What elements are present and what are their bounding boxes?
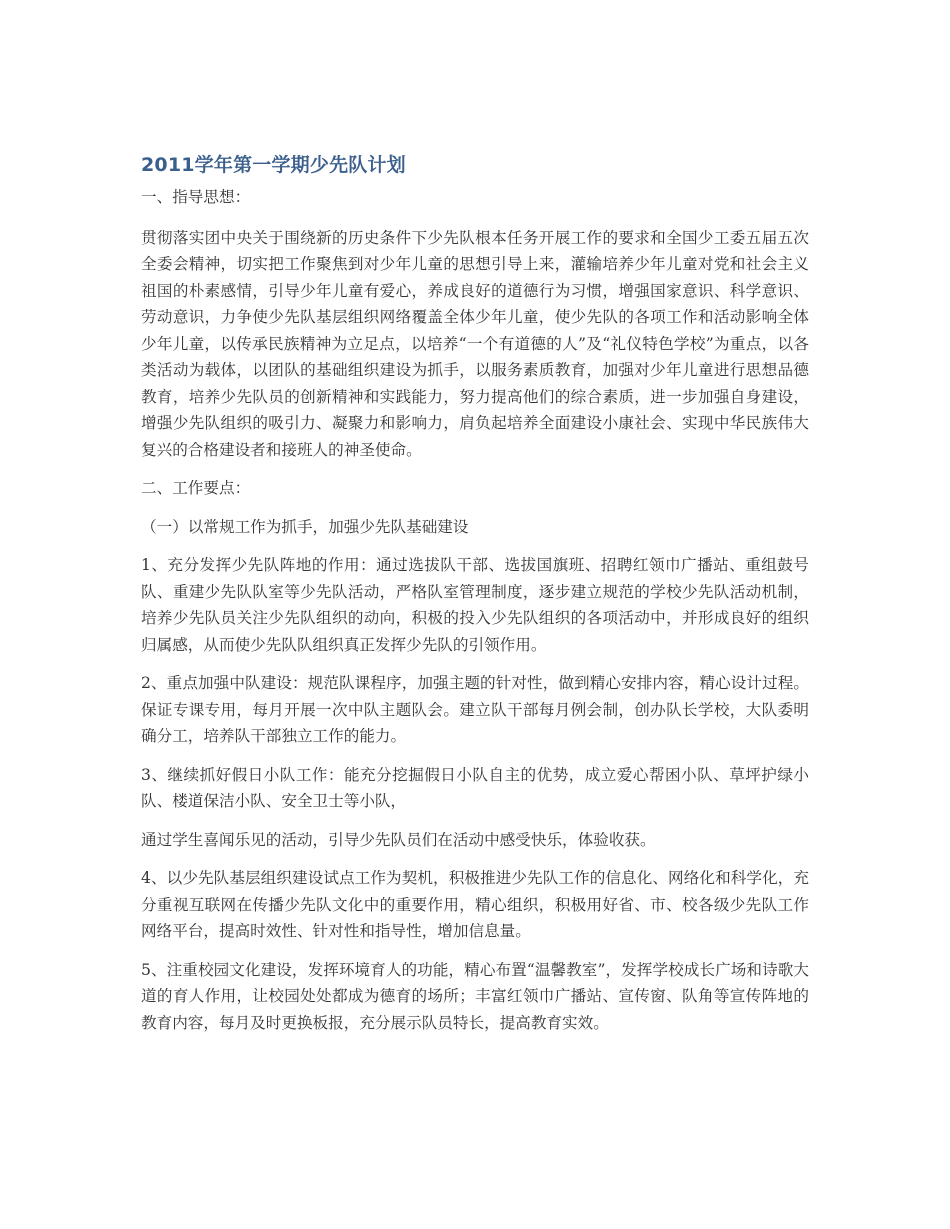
work-item-3-continued: 通过学生喜闻乐见的活动，引导少先队员们在活动中感受快乐，体验收获。 xyxy=(141,830,656,849)
work-item-1: 1、充分发挥少先队阵地的作用：通过选拔队干部、选拔国旗班、招聘红领巾广播站、重组鼓号队、重建少先队队室等少先队活动，严格队室管理制度，逐步建立规范的学校少先队活动机制，培养少先队员关注少先队组织的动向，积极的投入少先队组织的各项活动中，并形成良好的组织归属感，从而使少先队队组织真正发挥少先队的引领作用。 xyxy=(141,556,809,654)
document-page xyxy=(141,150,809,1048)
subsection-heading: （一）以常规工作为抓手，加强少先队基础建设 xyxy=(141,517,469,536)
work-item-3: 3、继续抓好假日小队工作：能充分挖掘假日小队自主的优势，成立爱心帮困小队、草坪护绿小队、楼道保洁小队、安全卫士等小队， xyxy=(141,765,809,810)
work-item-2: 2、重点加强中队建设：规范队课程序，加强主题的针对性，做到精心安排内容，精心设计过程。保证专课专用，每月开展一次中队主题队会。建立队干部每月例会制，创办队长学校，大队委明确分工，培养队干部独立工作的能力。 xyxy=(141,674,809,745)
section-heading-work-points: 二、工作要点： xyxy=(141,479,251,497)
work-item-4: 4、以少先队基层组织建设试点工作为契机，积极推进少先队工作的信息化、网络化和科学化，充分重视互联网在传播少先队文化中的重要作用，精心组织，积极用好省、市、校各级少先队工作网络平台，提高时效性、针对性和指导性，增加信息量。 xyxy=(141,869,809,940)
work-item-5: 5、注重校园文化建设，发挥环境育人的功能，精心布置“温馨教室”，发挥学校成长广场和诗歌大道的育人作用，让校园处处都成为德育的场所；丰富红领巾广播站、宣传窗、队角等宣传阵地的教育内容，每月及时更换板报，充分展示队员特长，提高教育实效。 xyxy=(141,960,809,1032)
guiding-thought-paragraph: 贯彻落实团中央关于围绕新的历史条件下少先队根本任务开展工作的要求和全国少工委五届五次全委会精神，切实把工作聚焦到对少年儿童的思想引导上来，灌输培养少年儿童对党和社会主义祖国的朴素感情，引导少年儿童有爱心，养成良好的道德行为习惯，增强国家意识、科学意识、劳动意识，力争使少先队基层组织网络覆盖全体少年儿童，使少先队的各项工作和活动影响全体少年儿童，以传承民族精神为立足点，以培养“一个有道德的人”及“礼仪特色学校”为重点，以各类活动为载体，以团队的基础组织建设为抓手，以服务素质教育，加强对少年儿童进行思想品德教育，培养少先队员的创新精神和实践能力，努力提高他们的综合素质，进一步加强自身建设，增强少先队组织的吸引力、凝聚力和影响力，肩负起培养全面建设小康社会、实现中华民族伟大复兴的合格建设者和接班人的神圣使命。 xyxy=(141,228,809,459)
section-heading-guiding-thought: 一、指导思想： xyxy=(141,188,251,206)
page-title: 2011学年第一学期少先队计划 xyxy=(141,154,406,176)
